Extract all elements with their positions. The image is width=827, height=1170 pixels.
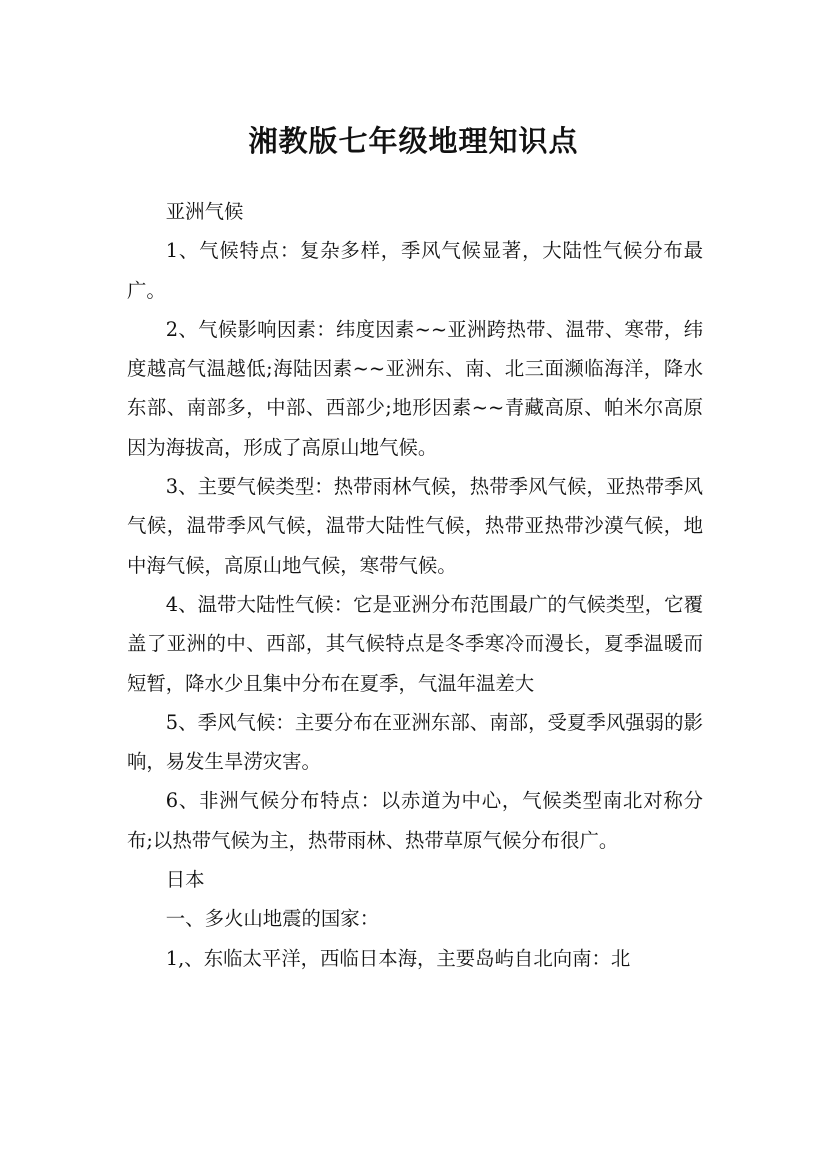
paragraph: 亚洲气候 <box>165 200 244 223</box>
paragraph: 1,、东临太平洋，西临日本海，主要岛屿自北向南：北 <box>165 946 631 970</box>
paragraph: 日本 <box>165 868 205 892</box>
paragraph: 5、季风气候：主要分布在亚洲东部、南部，受夏季风强弱的影响，易发生旱涝灾害。 <box>127 710 703 774</box>
paragraph: 4、温带大陆性气候：它是亚洲分布范围最广的气候类型，它覆盖了亚洲的中、西部，其气候特点是冬季寒冷而漫长，夏季温暖而短暂，降水少且集中分布在夏季，气温年温差大 <box>127 592 703 695</box>
paragraph: 2、气候影响因素：纬度因素~~亚洲跨热带、温带、寒带，纬度越高气温越低;海陆因素~~亚洲东、南、北三面濒临海洋，降水东部、南部多，中部、西部少;地形因素~~青藏高原、帕米尔高原因为海拔高，形成了高原山地气候。 <box>127 317 703 459</box>
paragraph: 3、主要气候类型：热带雨林气候，热带季风气候，亚热带季风气候，温带季风气候，温带大陆性气候，热带亚热带沙漠气候，地中海气候，高原山地气候，寒带气候。 <box>127 475 703 577</box>
document-title: 湘教版七年级地理知识点 <box>248 124 579 159</box>
paragraph: 1、气候特点：复杂多样，季风气候显著，大陆性气候分布最广。 <box>127 239 703 302</box>
document-body <box>127 192 703 978</box>
paragraph: 一、多火山地震的国家： <box>165 907 380 931</box>
paragraph: 6、非洲气候分布特点：以赤道为中心，气候类型南北对称分布;以热带气候为主，热带雨林、热带草原气候分布很广。 <box>127 789 703 852</box>
